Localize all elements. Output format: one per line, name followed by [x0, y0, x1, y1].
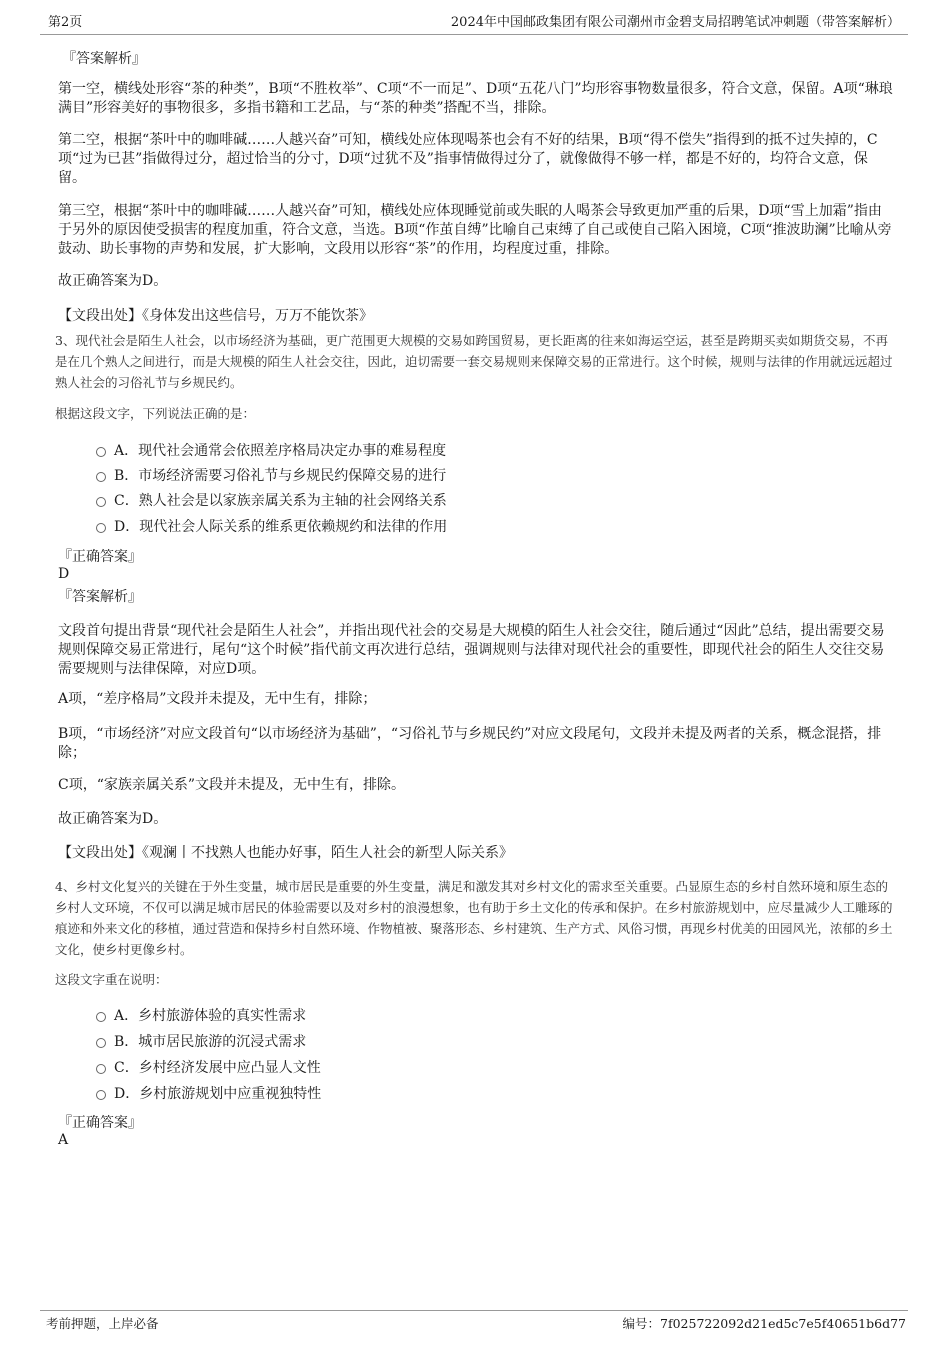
analysis-paragraph: B项，“市场经济”对应文段首句“以市场经济为基础”，“习俗礼节与乡规民约”对应文段尾句，文段并未提及两者的关系，概念混搭，排除； [58, 726, 882, 761]
analysis-paragraph: A项，“差序格局”文段并未提及，无中生有，排除； [58, 691, 377, 707]
analysis-paragraph: 第三空，根据“茶叶中的咖啡碱……人越兴奋”可知，横线处应体现睡觉前或失眠的人喝茶会导致更加严重的后果，D项“雪上加霜”指由于另外的原因使受损害的程度加重，符合文意，当选。B项“作茧自缚”比喻自己束缚了自己或使自己陷入困境，C项“推波助澜”比喻从旁鼓动、助长事物的声势和发展，扩大影响，文段用以形容“茶”的作用，均程度过重，排除。 [58, 203, 892, 257]
option-d[interactable]: D．乡村旅游规划中应重视独特性 [96, 1084, 321, 1104]
correct-answer: A [58, 1132, 69, 1148]
analysis-paragraph: C项，“家族亲属关系”文段并未提及，无中生有，排除。 [58, 777, 406, 793]
radio-icon[interactable] [96, 523, 106, 533]
document-title: 2024年中国邮政集团有限公司潮州市金碧支局招聘笔试冲刺题（带答案解析） [450, 15, 900, 30]
option-c[interactable]: C．乡村经济发展中应凸显人文性 [96, 1058, 321, 1078]
footer-slogan: 考前押题，上岸必备 [46, 1316, 159, 1331]
option-b[interactable]: B．城市居民旅游的沉浸式需求 [96, 1032, 306, 1052]
radio-icon[interactable] [96, 1038, 106, 1048]
source-citation: 【文段出处】《身体发出这些信号，万万不能饮茶》 [58, 308, 373, 324]
radio-icon[interactable] [96, 1064, 106, 1074]
page-header [40, 12, 908, 35]
option-a[interactable]: A．乡村旅游体验的真实性需求 [96, 1006, 306, 1026]
question-prompt: 这段文字重在说明： [55, 972, 168, 987]
conclusion: 故正确答案为D。 [58, 273, 168, 289]
option-c[interactable]: C．熟人社会是以家族亲属关系为主轴的社会网络关系 [96, 491, 447, 511]
question-passage: 3、现代社会是陌生人社会，以市场经济为基础，更广范围更大规模的交易如跨国贸易，更长距离的往来如海运空运，甚至是跨期买卖如期货交易，不再是在几个熟人之间进行，而是大规模的陌生人社会交往，因此，迫切需要一套交易规则来保障交易的正常进行。这个时候，规则与法律的作用就远远超过熟人社会的习俗礼节与乡规民约。 [55, 333, 893, 390]
document-id: 编号：7f025722092d21ed5c7e5f40651b6d77 [622, 1316, 906, 1331]
radio-icon[interactable] [96, 447, 106, 457]
conclusion: 故正确答案为D。 [58, 811, 168, 827]
option-b[interactable]: B．市场经济需要习俗礼节与乡规民约保障交易的进行 [96, 466, 446, 486]
option-d[interactable]: D．现代社会人际关系的维系更依赖规约和法律的作用 [96, 517, 447, 537]
page-footer [40, 1310, 908, 1333]
question-prompt: 根据这段文字，下列说法正确的是： [55, 406, 256, 421]
answer-tag: 『正确答案』 [58, 1115, 142, 1131]
radio-icon[interactable] [96, 497, 106, 507]
answer-tag: 『正确答案』 [58, 549, 142, 565]
analysis-paragraph: 第二空，根据“茶叶中的咖啡碱……人越兴奋”可知，横线处应体现喝茶也会有不好的结果，B项“得不偿失”指得到的抵不过失掉的，C项“过为已甚”指做得过分，超过恰当的分寸，D项“过犹不及”指事情做得过分了，就像做得不够一样，都是不好的，均符合文意，保留。 [58, 132, 878, 186]
analysis-paragraph: 文段首句提出背景“现代社会是陌生人社会”，并指出现代社会的交易是大规模的陌生人社会交往，随后通过“因此”总结，提出需要交易规则保障交易正常进行，尾句“这个时候”指代前文再次进行总结，强调规则与法律对现代社会的重要性，即现代社会的陌生人交往交易需要规则与法律保障，对应D项。 [58, 623, 885, 677]
radio-icon[interactable] [96, 472, 106, 482]
analysis-paragraph: 第一空，横线处形容“茶的种类”，B项“不胜枚举”、C项“不一而足”、D项“五花八门”均形容事物数量很多，符合文意，保留。A项“琳琅满目”形容美好的事物很多，多指书籍和工艺品，与“茶的种类”搭配不当，排除。 [58, 81, 893, 116]
radio-icon[interactable] [96, 1012, 106, 1022]
option-a[interactable]: A．现代社会通常会依照差序格局决定办事的难易程度 [96, 441, 446, 461]
analysis-tag: 『答案解析』 [62, 51, 146, 67]
page-number: 第2页 [48, 15, 83, 30]
analysis-tag: 『答案解析』 [58, 589, 142, 605]
source-citation: 【文段出处】《观澜丨不找熟人也能办好事，陌生人社会的新型人际关系》 [58, 845, 513, 861]
radio-icon[interactable] [96, 1090, 106, 1100]
question-passage: 4、乡村文化复兴的关键在于外生变量，城市居民是重要的外生变量，满足和激发其对乡村文化的需求至关重要。凸显原生态的乡村自然环境和原生态的乡村人文环境，不仅可以满足城市居民的体验需要以及对乡村的浪漫想象，也有助于乡土文化的传承和保护。在乡村旅游规划中，应尽量减少人工雕琢的痕迹和外来文化的移植，通过营造和保持乡村自然环境、作物植被、聚落形态、乡村建筑、生产方式、风俗习惯，再现乡村优美的田园风光，浓郁的乡土文化，使乡村更像乡村。 [55, 879, 893, 957]
correct-answer: D [58, 566, 70, 582]
